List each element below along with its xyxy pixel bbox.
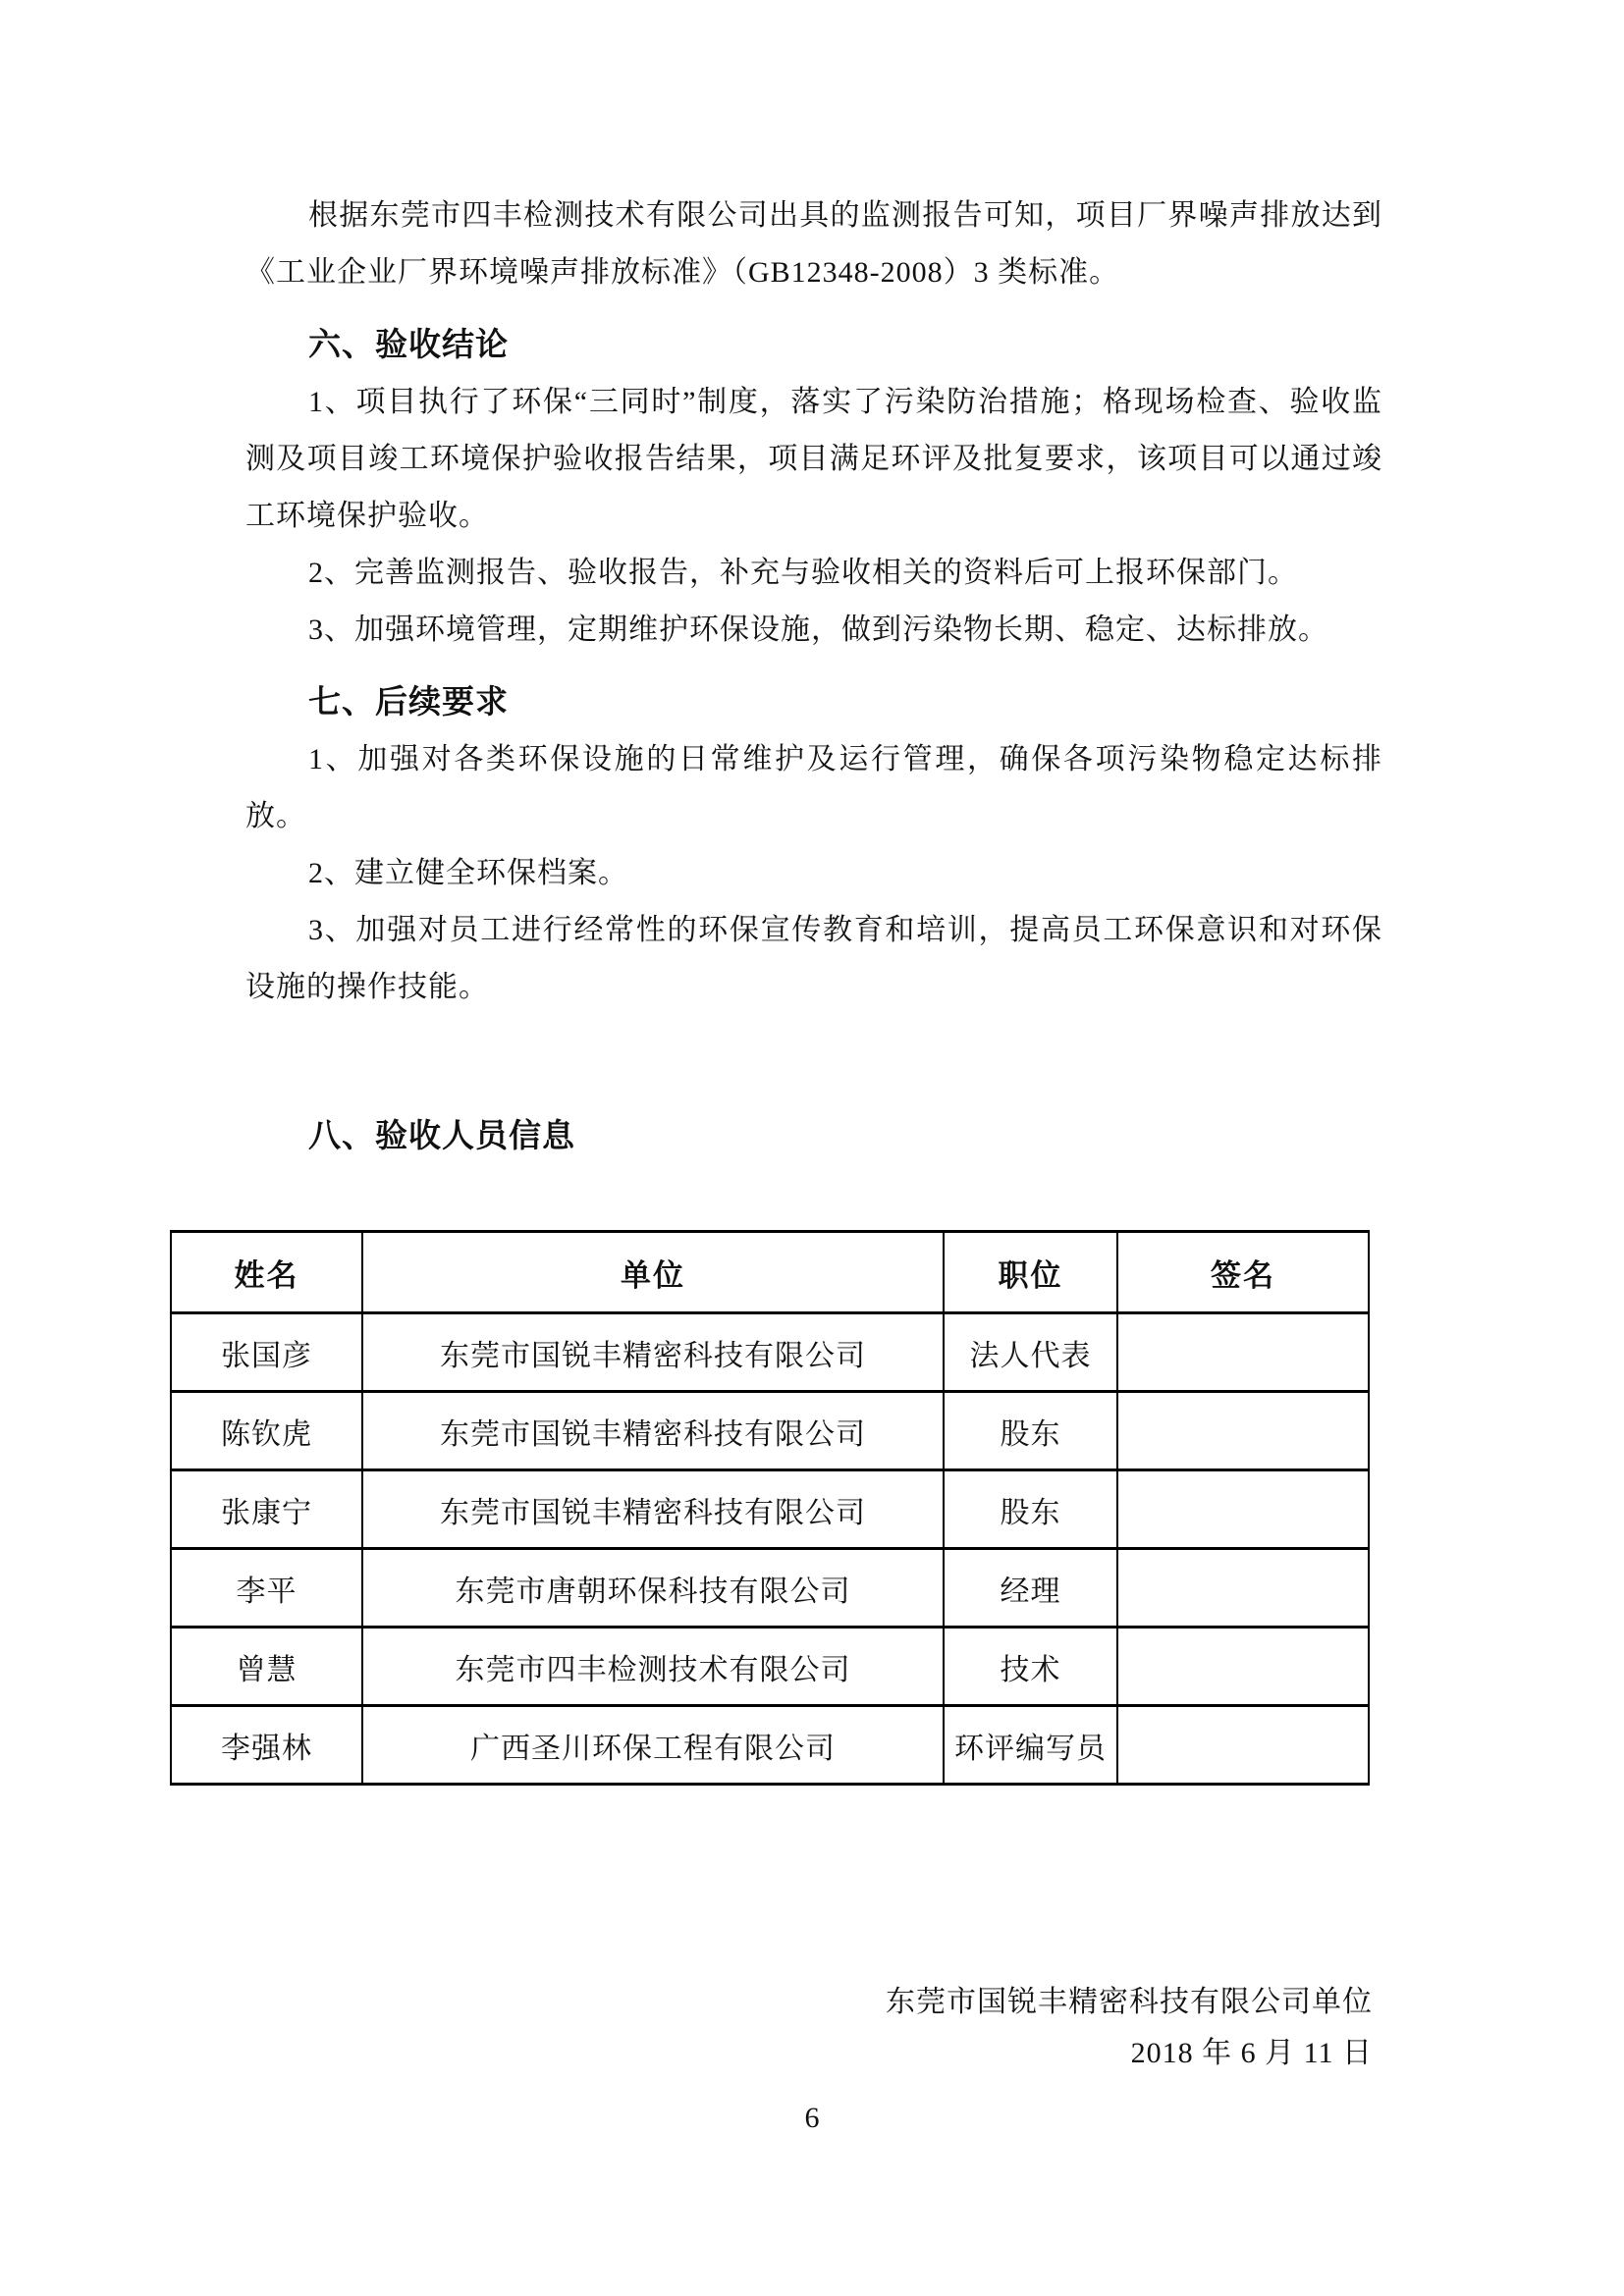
table-row — [171, 1549, 1369, 1628]
cell-unit: 东莞市国锐丰精密科技有限公司 — [362, 1313, 944, 1392]
col-header-unit: 单位 — [362, 1232, 944, 1313]
cell-position: 技术 — [944, 1628, 1117, 1706]
col-header-signature: 签名 — [1117, 1232, 1369, 1313]
cell-position: 股东 — [944, 1392, 1117, 1470]
table-row — [171, 1392, 1369, 1470]
intro-paragraph: 根据东莞市四丰检测技术有限公司出具的监测报告可知，项目厂界噪声排放达到《工业企业厂界环境噪声排放标准》（GB12348-2008）3 类标准。 — [245, 199, 1382, 289]
cell-signature — [1117, 1313, 1369, 1392]
cell-unit: 东莞市唐朝环保科技有限公司 — [362, 1549, 944, 1628]
cell-signature — [1117, 1549, 1369, 1628]
section-7-item-1: 1、加强对各类环保设施的日常维护及运行管理，确保各项污染物稳定达标排放。 — [245, 743, 1382, 832]
table-row — [171, 1706, 1369, 1785]
cell-signature — [1117, 1470, 1369, 1549]
section-8-heading: 八、验收人员信息 — [308, 1119, 575, 1154]
cell-position: 环评编写员 — [944, 1706, 1117, 1785]
cell-position: 经理 — [944, 1549, 1117, 1628]
table-row — [171, 1313, 1369, 1392]
section-6-item-2: 2、完善监测报告、验收报告，补充与验收相关的资料后可上报环保部门。 — [308, 557, 1298, 589]
cell-name: 李强林 — [171, 1706, 362, 1785]
cell-name: 李平 — [171, 1549, 362, 1628]
signature-block — [0, 1977, 1624, 2079]
cell-name: 张康宁 — [171, 1470, 362, 1549]
cell-signature — [1117, 1628, 1369, 1706]
cell-position: 法人代表 — [944, 1313, 1117, 1392]
section-7-item-2: 2、建立健全环保档案。 — [308, 857, 628, 889]
section-7-item-3: 3、加强对员工进行经常性的环保宣传教育和培训，提高员工环保意识和对环保设施的操作技能。 — [245, 914, 1382, 1003]
section-7-heading: 七、后续要求 — [308, 685, 509, 721]
personnel-table — [170, 1230, 1370, 1786]
cell-name: 张国彦 — [171, 1313, 362, 1392]
cell-signature — [1117, 1392, 1369, 1470]
cell-unit: 东莞市国锐丰精密科技有限公司 — [362, 1392, 944, 1470]
cell-position: 股东 — [944, 1470, 1117, 1549]
cell-signature — [1117, 1706, 1369, 1785]
cell-name: 曾慧 — [171, 1628, 362, 1706]
table-row — [171, 1628, 1369, 1706]
footer-date: 2018 年 6 月 11 日 — [1130, 2037, 1373, 2069]
section-6-item-3: 3、加强环境管理，定期维护环保设施，做到污染物长期、稳定、达标排放。 — [308, 614, 1328, 646]
table-header-row — [171, 1232, 1369, 1313]
col-header-position: 职位 — [944, 1232, 1117, 1313]
footer-company: 东莞市国锐丰精密科技有限公司单位 — [886, 1986, 1373, 2018]
page-number: 6 — [804, 2102, 820, 2134]
cell-unit: 东莞市四丰检测技术有限公司 — [362, 1628, 944, 1706]
col-header-name: 姓名 — [171, 1232, 362, 1313]
table-row — [171, 1470, 1369, 1549]
cell-name: 陈钦虎 — [171, 1392, 362, 1470]
section-6-item-1: 1、项目执行了环保“三同时”制度，落实了污染防治措施；格现场检查、验收监测及项目竣工环境保护验收报告结果，项目满足环评及批复要求，该项目可以通过竣工环境保护验收。 — [245, 386, 1382, 532]
cell-unit: 东莞市国锐丰精密科技有限公司 — [362, 1470, 944, 1549]
cell-unit: 广西圣川环保工程有限公司 — [362, 1706, 944, 1785]
section-6-heading: 六、验收结论 — [308, 328, 509, 363]
